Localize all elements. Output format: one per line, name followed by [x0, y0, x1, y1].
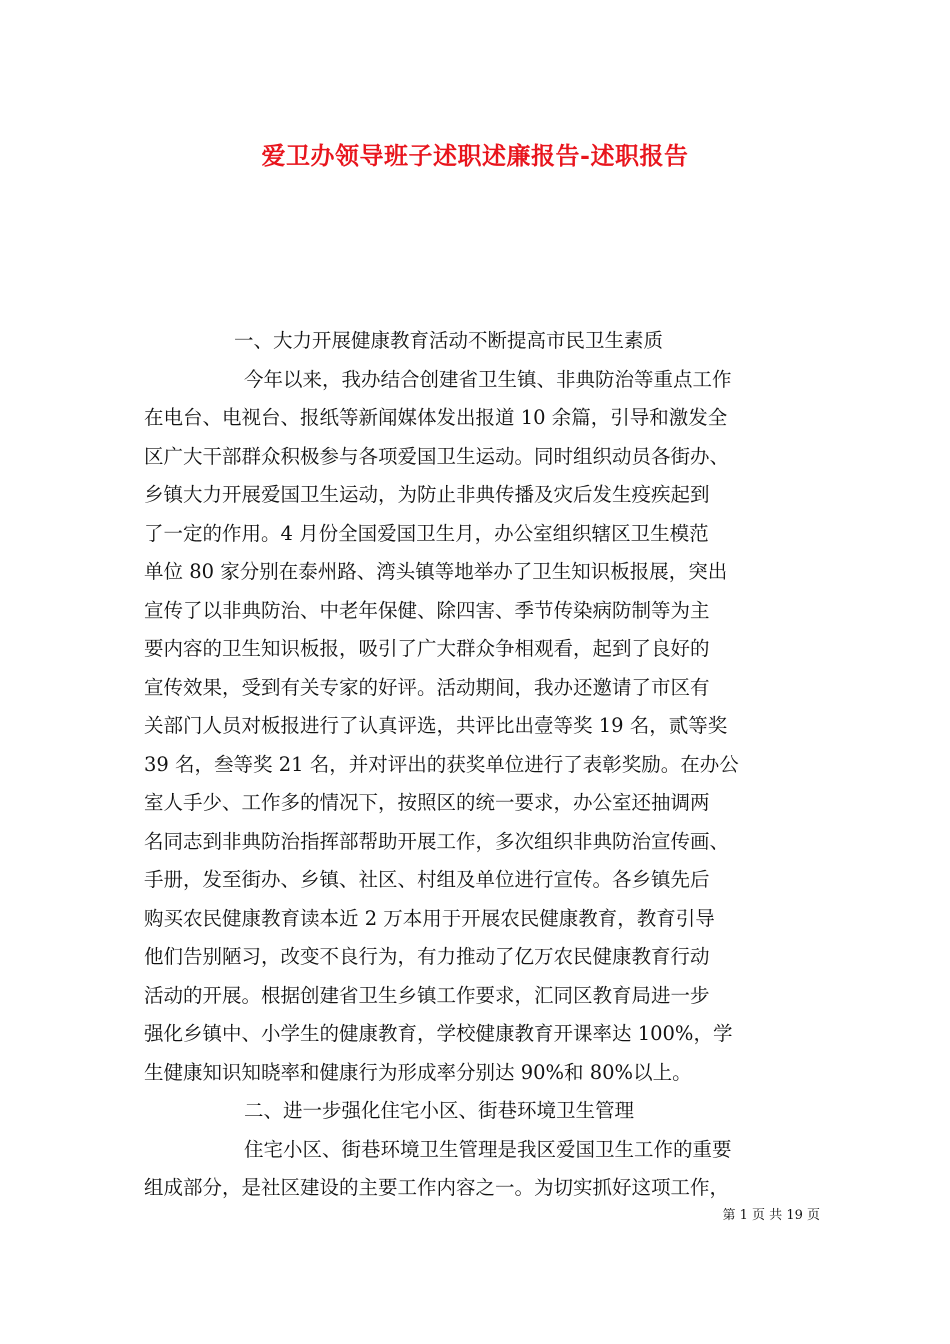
paragraph-line: 活动的开展。根据创建省卫生乡镇工作要求，汇同区教育局进一步	[144, 983, 710, 1007]
section-heading: 二、进一步强化住宅小区、街巷环境卫生管理	[244, 1099, 635, 1122]
paragraph-line: 39 名，叁等奖 21 名，并对评出的获奖单位进行了表彰奖励。在办公	[144, 752, 739, 776]
paragraph-line: 在电台、电视台、报纸等新闻媒体发出报道 10 余篇，引导和激发全	[144, 406, 728, 429]
paragraph-line: 宣传了以非典防治、中老年保健、除四害、季节传染病防制等为主	[144, 598, 710, 622]
paragraph-line: 手册，发至街办、乡镇、社区、村组及单位进行宣传。各乡镇先后	[144, 868, 710, 891]
paragraph-line: 关部门人员对板报进行了认真评选，共评比出壹等奖 19 名，贰等奖	[144, 714, 728, 737]
paragraph-line: 他们告别陋习，改变不良行为，有力推动了亿万农民健康教育行动	[144, 945, 710, 968]
paragraph-line: 单位 80 家分别在泰州路、湾头镇等地举办了卫生知识板报展，突出	[144, 560, 728, 583]
paragraph-line: 住宅小区、街巷环境卫生管理是我区爱国卫生工作的重要	[244, 1137, 732, 1161]
paragraph-line: 今年以来，我办结合创建省卫生镇、非典防治等重点工作	[244, 367, 732, 391]
paragraph-line: 区广大干部群众积极参与各项爱国卫生运动。同时组织动员各街办、	[144, 444, 730, 468]
paragraph-line: 名同志到非典防治指挥部帮助开展工作，多次组织非典防治宣传画、	[144, 829, 730, 853]
document-title: 爱卫办领导班子述职述廉报告-述职报告	[261, 141, 689, 170]
paragraph-line: 强化乡镇中、小学生的健康教育，学校健康教育开课率达 100%，学	[144, 1022, 733, 1045]
paragraph-line: 宣传效果，受到有关专家的好评。活动期间，我办还邀请了市区有	[144, 675, 710, 699]
section-heading: 一、大力开展健康教育活动不断提高市民卫生素质	[234, 329, 664, 352]
paragraph-line: 要内容的卫生知识板报，吸引了广大群众争相观看，起到了良好的	[144, 637, 710, 660]
paragraph-line: 生健康知识知晓率和健康行为形成率分别达 90%和 80%以上。	[144, 1060, 692, 1084]
paragraph-line: 了一定的作用。4 月份全国爱国卫生月，办公室组织辖区卫生模范	[144, 521, 709, 545]
paragraph-line: 组成部分，是社区建设的主要工作内容之一。为切实抓好这项工作，	[144, 1176, 730, 1199]
page-number: 第 1 页 共 19 页	[722, 1208, 820, 1223]
paragraph-line: 乡镇大力开展爱国卫生运动，为防止非典传播及灾后发生疫疾起到	[144, 483, 710, 506]
document-body	[144, 322, 814, 1208]
paragraph-line: 室人手少、工作多的情况下，按照区的统一要求，办公室还抽调两	[144, 791, 710, 814]
paragraph-line: 购买农民健康教育读本近 2 万本用于开展农民健康教育，教育引导	[144, 906, 715, 930]
